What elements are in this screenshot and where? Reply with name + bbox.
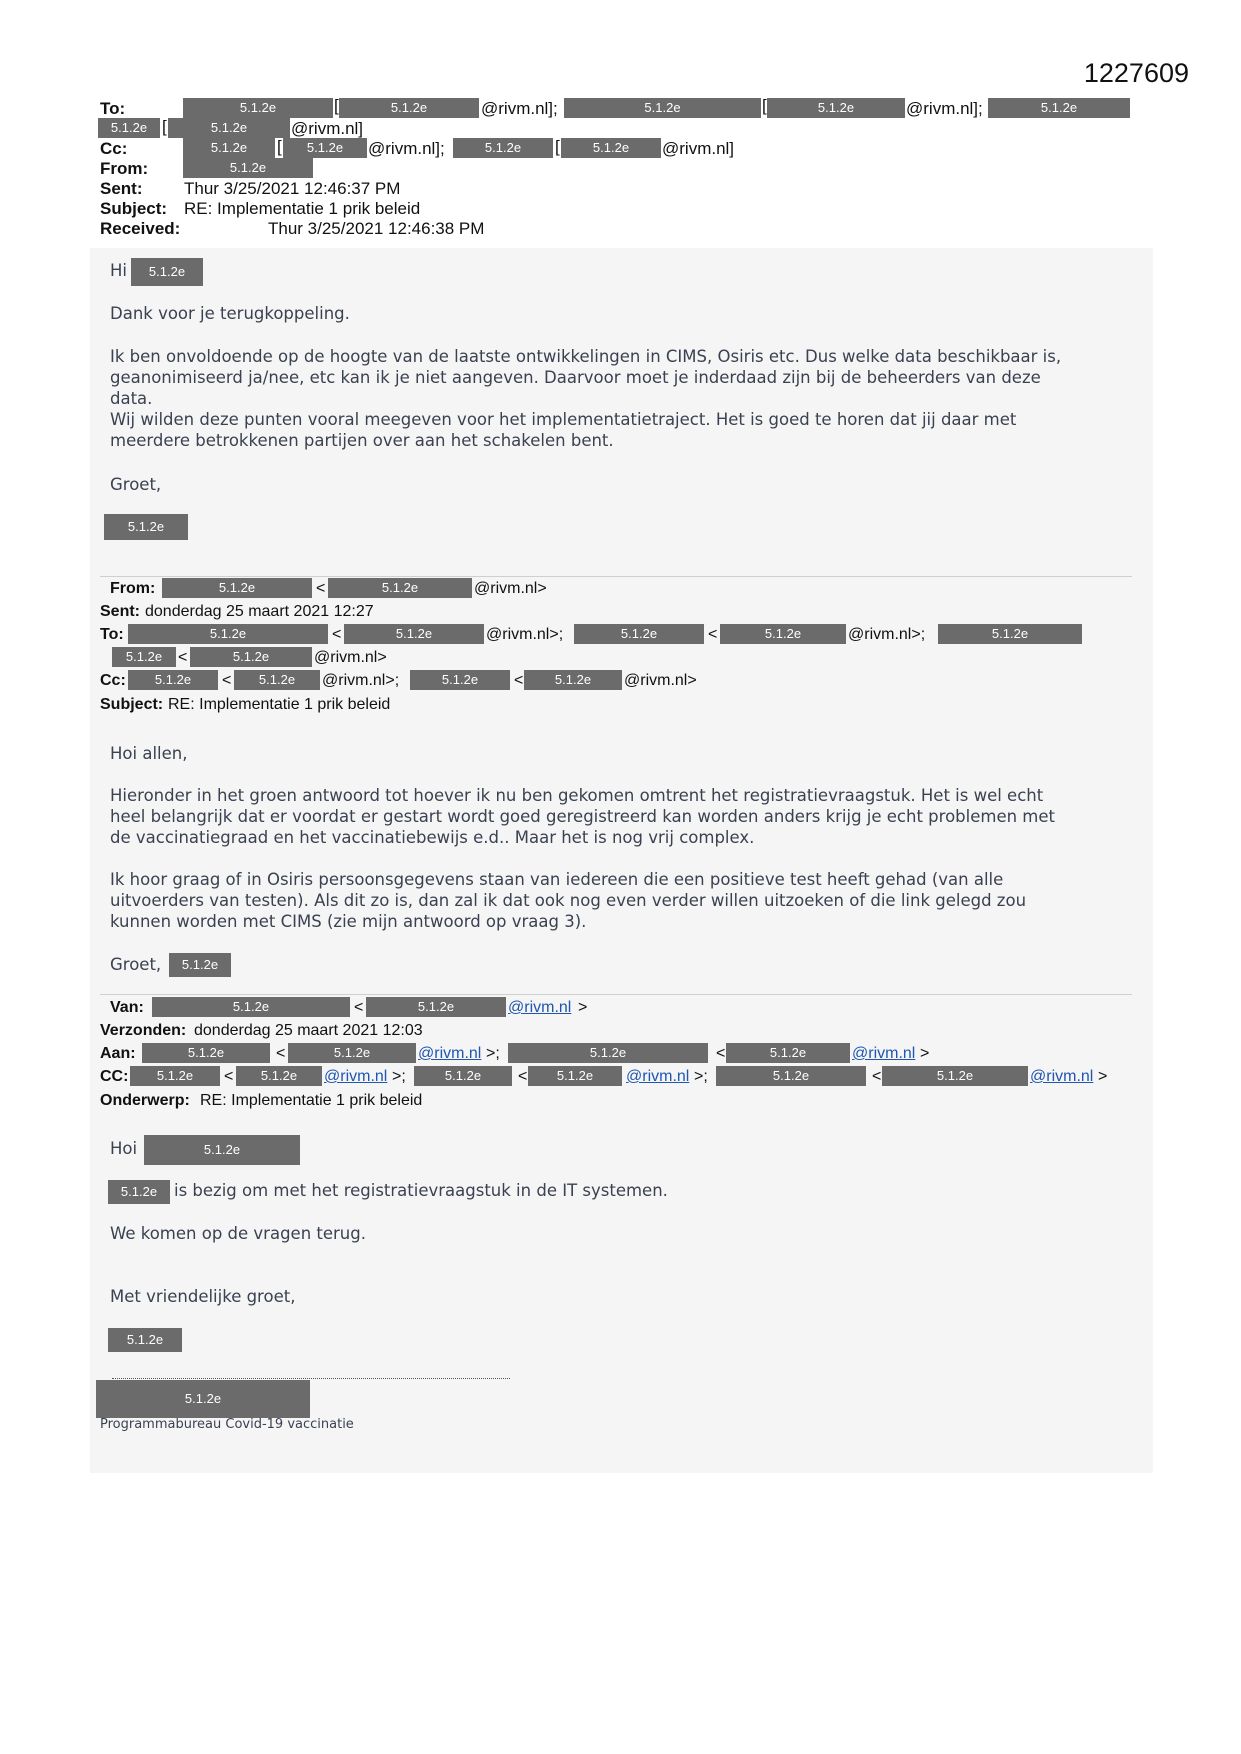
lt: < xyxy=(354,999,364,1016)
bracket: [ xyxy=(277,137,282,156)
gt-semicolon: >; xyxy=(694,1068,708,1085)
subject-value: RE: Implementatie 1 prik beleid xyxy=(184,199,421,218)
gt-semicolon: >; xyxy=(392,1068,406,1085)
sent-value: donderdag 25 maart 2021 12:27 xyxy=(145,603,374,620)
redaction-block: 5.1.2e xyxy=(988,98,1130,118)
body-line: uitvoerders van testen). Als dit zo is, dan zal ik dat ook nog even verder willen uitzoeken of die link gelegd zou xyxy=(110,891,1027,910)
closing: Met vriendelijke groet, xyxy=(110,1287,296,1306)
sent-value: Thur 3/25/2021 12:46:37 PM xyxy=(184,179,401,198)
sent-label: Sent: xyxy=(100,179,143,198)
lt: < xyxy=(224,1068,234,1085)
received-label: Received: xyxy=(100,219,181,238)
cc-label: Cc: xyxy=(100,139,128,158)
body-line: is bezig om met het registratievraagstuk in de IT systemen. xyxy=(174,1181,668,1200)
verzonden-value: donderdag 25 maart 2021 12:03 xyxy=(194,1022,423,1039)
redaction-block: 5.1.2e xyxy=(344,624,484,644)
redaction-block: 5.1.2e xyxy=(183,98,333,118)
redaction-block: 5.1.2e xyxy=(108,1328,182,1352)
signature-divider xyxy=(112,1378,510,1379)
email-link[interactable]: @rivm.nl xyxy=(852,1045,916,1062)
document-id: 1227609 xyxy=(1083,58,1189,88)
redaction-block: 5.1.2e xyxy=(108,1180,170,1204)
body-line: Ik hoor graag of in Osiris persoonsgegevens staan van iedereen die een positieve test heeft gehad (van alle xyxy=(110,870,1004,889)
redaction-block: 5.1.2e xyxy=(131,258,203,286)
greeting: Hoi xyxy=(110,1139,138,1158)
redaction-block: 5.1.2e xyxy=(144,1135,300,1165)
gt-semicolon: >; xyxy=(486,1045,500,1062)
redaction-block: 5.1.2e xyxy=(767,98,905,118)
redaction-block: 5.1.2e xyxy=(528,1066,622,1086)
redaction-block: 5.1.2e xyxy=(716,1066,866,1086)
redaction-block: 5.1.2e xyxy=(414,1066,512,1086)
body-line: Hieronder in het groen antwoord tot hoever ik nu ben gekomen omtrent het registratievraagstuk. Het is wel echt xyxy=(110,786,1044,805)
greeting: Hi xyxy=(110,261,127,280)
closing: Groet, xyxy=(110,955,162,974)
redaction-block: 5.1.2e xyxy=(130,1066,220,1086)
lt: < xyxy=(514,672,524,689)
email-fragment: @rivm.nl> xyxy=(314,649,387,666)
email-link[interactable]: @rivm.nl xyxy=(418,1045,482,1062)
email-fragment: @rivm.nl]; xyxy=(906,99,983,118)
redaction-block: 5.1.2e xyxy=(283,138,367,158)
body-line: We komen op de vragen terug. xyxy=(110,1224,366,1243)
to-label: To: xyxy=(100,626,124,643)
body-line: meerdere betrokkenen partijen over aan het schakelen bent. xyxy=(110,431,614,450)
gt: > xyxy=(1098,1068,1108,1085)
redaction-block: 5.1.2e xyxy=(564,98,761,118)
redaction-block: 5.1.2e xyxy=(524,670,622,690)
redaction-block: 5.1.2e xyxy=(882,1066,1028,1086)
email-fragment: @rivm.nl>; xyxy=(848,626,926,643)
redaction-block: 5.1.2e xyxy=(726,1043,850,1063)
lt: < xyxy=(716,1045,726,1062)
gt: > xyxy=(920,1045,930,1062)
gt: > xyxy=(578,999,588,1016)
greeting: Hoi allen, xyxy=(110,744,188,763)
email-fragment: @rivm.nl>; xyxy=(486,626,564,643)
redaction-block: 5.1.2e xyxy=(328,578,472,598)
aan-label: Aan: xyxy=(100,1045,136,1062)
from-label: From: xyxy=(100,159,149,178)
subject-value: RE: Implementatie 1 prik beleid xyxy=(168,696,391,713)
body-line: heel belangrijk dat er voordat er gestart wordt goed geregistreerd kan worden anders krijg je echt problemen met xyxy=(110,807,1055,826)
redaction-block: 5.1.2e xyxy=(339,98,479,118)
bracket: [ xyxy=(334,96,339,115)
subject-label: Subject: xyxy=(100,199,168,218)
received-value: Thur 3/25/2021 12:46:38 PM xyxy=(268,219,485,238)
body-line: de vaccinatiegraad en het vaccinatiebewijs e.d.. Maar het is nog vrij complex. xyxy=(110,828,755,847)
redaction-block: 5.1.2e xyxy=(168,118,290,138)
from-label: From: xyxy=(110,580,156,597)
subject-label: Subject: xyxy=(100,696,164,713)
redaction-block: 5.1.2e xyxy=(938,624,1082,644)
verzonden-label: Verzonden: xyxy=(100,1022,187,1039)
redaction-block: 5.1.2e xyxy=(234,670,320,690)
redaction-block: 5.1.2e xyxy=(190,647,312,667)
email-link[interactable]: @rivm.nl xyxy=(1030,1068,1094,1085)
lt: < xyxy=(316,580,326,597)
email-fragment: @rivm.nl> xyxy=(474,580,547,597)
redaction-block: 5.1.2e xyxy=(169,953,231,977)
redaction-block: 5.1.2e xyxy=(142,1043,270,1063)
body-line: geanonimiseerd ja/nee, etc kan ik je niet aangeven. Daarvoor moet je inderdaad zijn bij de beheerders van deze xyxy=(110,368,1041,387)
redaction-block: 5.1.2e xyxy=(128,624,328,644)
redaction-block: 5.1.2e xyxy=(720,624,846,644)
body-line: Ik ben onvoldoende op de hoogte van de laatste ontwikkelingen in CIMS, Osiris etc. Dus welke data beschikbaar is, xyxy=(110,347,1062,366)
cc-label: Cc: xyxy=(100,672,126,689)
lt: < xyxy=(276,1045,286,1062)
redaction-block: 5.1.2e xyxy=(236,1066,322,1086)
signature-footer: Programmabureau Covid-19 vaccinatie xyxy=(100,1417,354,1432)
separator xyxy=(100,576,1132,577)
closing: Groet, xyxy=(110,475,162,494)
redaction-block: 5.1.2e xyxy=(574,624,704,644)
redaction-block: 5.1.2e xyxy=(128,670,218,690)
email-fragment: @rivm.nl]; xyxy=(481,99,558,118)
email-fragment: @rivm.nl> xyxy=(624,672,697,689)
email-fragment: @rivm.nl>; xyxy=(322,672,400,689)
sent-label: Sent: xyxy=(100,603,140,620)
email-fragment: @rivm.nl] xyxy=(291,119,364,138)
lt: < xyxy=(332,626,342,643)
redaction-block: 5.1.2e xyxy=(183,138,275,158)
onderwerp-value: RE: Implementatie 1 prik beleid xyxy=(200,1092,423,1109)
email-link[interactable]: @rivm.nl xyxy=(508,999,572,1016)
lt: < xyxy=(178,649,188,666)
redaction-block: 5.1.2e xyxy=(366,997,506,1017)
separator xyxy=(100,994,1132,995)
redaction-block: 5.1.2e xyxy=(561,138,661,158)
lt: < xyxy=(708,626,718,643)
redaction-block: 5.1.2e xyxy=(98,118,160,138)
onderwerp-label: Onderwerp: xyxy=(100,1092,190,1109)
bracket: [ xyxy=(555,137,560,156)
body-line: kunnen worden met CIMS (zie mijn antwoord op vraag 3). xyxy=(110,912,587,931)
redaction-block: 5.1.2e xyxy=(453,138,553,158)
lt: < xyxy=(222,672,232,689)
email-link[interactable]: @rivm.nl xyxy=(324,1068,388,1085)
redaction-block: 5.1.2e xyxy=(183,158,313,178)
redaction-block: 5.1.2e xyxy=(508,1043,708,1063)
redaction-block: 5.1.2e xyxy=(96,1380,310,1418)
to-label: To: xyxy=(100,99,126,118)
email-fragment: @rivm.nl] xyxy=(662,139,735,158)
redaction-block: 5.1.2e xyxy=(152,997,350,1017)
cc-label: CC: xyxy=(100,1068,129,1085)
van-label: Van: xyxy=(110,999,144,1016)
redaction-block: 5.1.2e xyxy=(288,1043,416,1063)
redaction-block: 5.1.2e xyxy=(112,647,176,667)
lt: < xyxy=(872,1068,882,1085)
bracket: [ xyxy=(162,117,167,136)
email-link[interactable]: @rivm.nl xyxy=(626,1068,690,1085)
email-fragment: @rivm.nl]; xyxy=(368,139,445,158)
redaction-block: 5.1.2e xyxy=(410,670,510,690)
redaction-block: 5.1.2e xyxy=(104,514,188,540)
body-line: data. xyxy=(110,389,153,408)
redaction-block: 5.1.2e xyxy=(162,578,312,598)
body-line: Dank voor je terugkoppeling. xyxy=(110,304,350,323)
body-line: Wij wilden deze punten vooral meegeven voor het implementatietraject. Het is goed te horen dat jij daar met xyxy=(110,410,1017,429)
lt: < xyxy=(518,1068,528,1085)
bracket: [ xyxy=(762,96,767,115)
